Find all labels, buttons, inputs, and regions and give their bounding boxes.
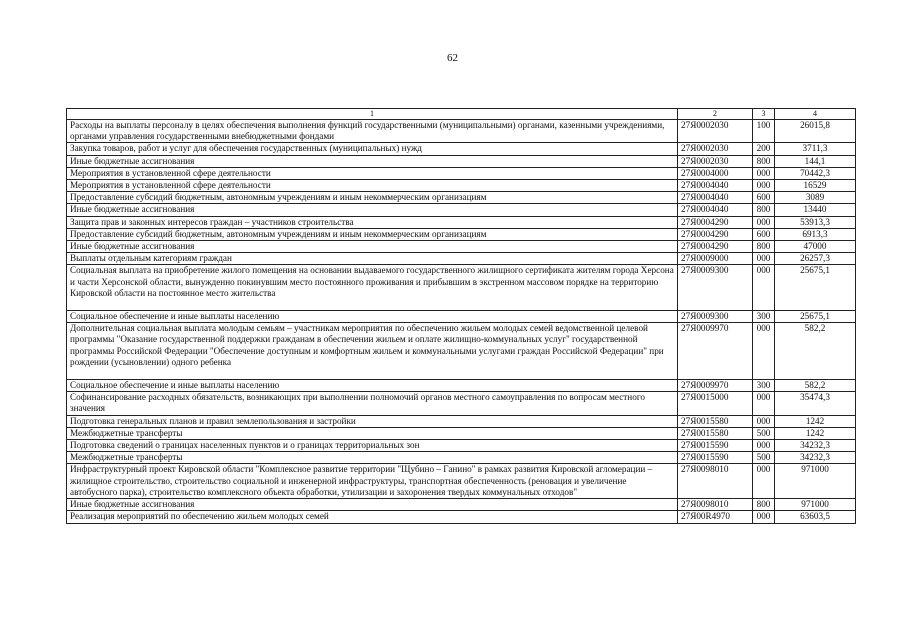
row-type-cell: 000 (753, 440, 775, 452)
row-code-cell: 27Я0009970 (678, 323, 753, 380)
row-type-cell: 000 (753, 253, 775, 265)
row-type-cell: 800 (753, 155, 775, 167)
row-type-cell: 600 (753, 192, 775, 204)
row-code-cell: 27Я0015580 (678, 427, 753, 439)
table-row (67, 427, 856, 439)
table-row (67, 311, 856, 323)
row-code-cell: 27Я0004000 (678, 167, 753, 179)
table-row (67, 120, 856, 143)
row-code-cell: 27Я0004290 (678, 241, 753, 253)
row-type-cell: 000 (753, 392, 775, 415)
row-amount-cell: 582,2 (775, 380, 856, 392)
table-row (67, 253, 856, 265)
table-row (67, 216, 856, 228)
row-type-cell: 300 (753, 311, 775, 323)
row-name-cell: Предоставление субсидий бюджетным, автономным учреждениям и иным некоммерческим организациям (67, 228, 678, 240)
row-name-cell: Социальное обеспечение и иные выплаты населению (67, 380, 678, 392)
table-row (67, 167, 856, 179)
row-amount-cell: 13440 (775, 204, 856, 216)
row-type-cell: 500 (753, 452, 775, 464)
row-code-cell: 27Я0004290 (678, 228, 753, 240)
row-amount-cell: 25675,1 (775, 265, 856, 311)
row-code-cell: 27Я0015000 (678, 392, 753, 415)
row-name-cell: Межбюджетные трансферты (67, 427, 678, 439)
row-name-cell: Подготовка генеральных планов и правил землепользования и застройки (67, 415, 678, 427)
header-cell-amount: 4 (775, 109, 856, 120)
row-code-cell: 27Я0009000 (678, 253, 753, 265)
table-row (67, 392, 856, 415)
row-amount-cell: 3711,3 (775, 143, 856, 155)
table-row (67, 323, 856, 380)
row-name-cell: Межбюджетные трансферты (67, 452, 678, 464)
row-code-cell: 27Я0009300 (678, 311, 753, 323)
row-name-cell: Иные бюджетные ассигнования (67, 241, 678, 253)
row-name-cell: Социальная выплата на приобретение жилого помещения на основании выдаваемого государственного жилищного сертификата жителям города Херсона и части Херсонской области, вынужденно покинувшим место постоянного проживания и прибывшим в экстренном массовом порядке на территорию Кировской области на постоянное место жительства (67, 265, 678, 311)
row-type-cell: 800 (753, 241, 775, 253)
row-amount-cell: 971000 (775, 499, 856, 511)
table-row (67, 511, 856, 523)
row-amount-cell: 25675,1 (775, 311, 856, 323)
table-row (67, 192, 856, 204)
row-amount-cell: 1242 (775, 427, 856, 439)
row-type-cell: 000 (753, 464, 775, 499)
row-code-cell: 27Я0004040 (678, 192, 753, 204)
row-type-cell: 000 (753, 265, 775, 311)
row-code-cell: 27Я0009970 (678, 380, 753, 392)
row-amount-cell: 6913,3 (775, 228, 856, 240)
row-amount-cell: 3089 (775, 192, 856, 204)
row-name-cell: Реализация мероприятий по обеспечению жильем молодых семей (67, 511, 678, 523)
table-row (67, 464, 856, 499)
header-cell-name: 1 (67, 109, 678, 120)
header-cell-code: 2 (678, 109, 753, 120)
row-code-cell: 27Я0015580 (678, 415, 753, 427)
row-code-cell: 27Я00R4970 (678, 511, 753, 523)
row-name-cell: Мероприятия в установленной сфере деятельности (67, 167, 678, 179)
row-type-cell: 800 (753, 499, 775, 511)
row-name-cell: Инфраструктурный проект Кировской области "Комплексное развитие территории "Щубино – Ганино" в рамках развития Кировской агломерации – жилищное строительство, строительство социальной и инженерной инфраструктуры, транспортная обеспеченность (реновация и увеличение автобусного парка), строительство комплексного объекта обработки, утилизации и захоронения твердых коммунальных отходов" (67, 464, 678, 499)
row-type-cell: 500 (753, 427, 775, 439)
row-name-cell: Дополнительная социальная выплата молодым семьям – участникам мероприятия по обеспечению жильем молодых семей ведомственной целевой программы "Оказание государственной поддержки гражданам в обеспечении жильем и оплате жилищно-коммунальных услуг" государственной программы Российской Федерации "Обеспечение доступным и комфортным жильем и коммунальными услугами граждан Российской Федерации" при рождении (усыновлении) одного ребенка (67, 323, 678, 380)
row-name-cell: Защита прав и законных интересов граждан – участников строительства (67, 216, 678, 228)
row-amount-cell: 582,2 (775, 323, 856, 380)
row-type-cell: 800 (753, 204, 775, 216)
row-type-cell: 300 (753, 380, 775, 392)
row-code-cell: 27Я0004040 (678, 180, 753, 192)
row-name-cell: Мероприятия в установленной сфере деятельности (67, 180, 678, 192)
row-type-cell: 100 (753, 120, 775, 143)
table-row (67, 440, 856, 452)
row-amount-cell: 63603,5 (775, 511, 856, 523)
row-name-cell: Софинансирование расходных обязательств, возникающих при выполнении полномочий органов местного самоуправления по вопросам местного значения (67, 392, 678, 415)
table-row (67, 452, 856, 464)
row-amount-cell: 26257,3 (775, 253, 856, 265)
row-name-cell: Социальное обеспечение и иные выплаты населению (67, 311, 678, 323)
row-type-cell: 000 (753, 167, 775, 179)
row-code-cell: 27Я0009300 (678, 265, 753, 311)
row-code-cell: 27Я0004290 (678, 216, 753, 228)
row-amount-cell: 34232,3 (775, 440, 856, 452)
row-amount-cell: 34232,3 (775, 452, 856, 464)
row-amount-cell: 35474,3 (775, 392, 856, 415)
table-row (67, 228, 856, 240)
row-name-cell: Предоставление субсидий бюджетным, автономным учреждениям и иным некоммерческим организациям (67, 192, 678, 204)
row-type-cell: 000 (753, 323, 775, 380)
row-amount-cell: 70442,3 (775, 167, 856, 179)
row-amount-cell: 53913,3 (775, 216, 856, 228)
header-cell-type: 3 (753, 109, 775, 120)
table-header-row (67, 109, 856, 120)
row-amount-cell: 26015,8 (775, 120, 856, 143)
row-name-cell: Иные бюджетные ассигнования (67, 499, 678, 511)
row-name-cell: Расходы на выплаты персоналу в целях обеспечения выполнения функций государственными (муниципальными) органами, казенными учреждениями, органами управления государственными внебюджетными фондами (67, 120, 678, 143)
row-amount-cell: 971000 (775, 464, 856, 499)
row-code-cell: 27Я0002030 (678, 143, 753, 155)
row-name-cell: Иные бюджетные ассигнования (67, 155, 678, 167)
row-code-cell: 27Я0004040 (678, 204, 753, 216)
table-row (67, 415, 856, 427)
page-number: 62 (447, 52, 458, 64)
row-name-cell: Подготовка сведений о границах населенных пунктов и о границах территориальных зон (67, 440, 678, 452)
row-code-cell: 27Я0098010 (678, 499, 753, 511)
budget-table (66, 108, 856, 524)
row-code-cell: 27Я0002030 (678, 120, 753, 143)
table-row (67, 155, 856, 167)
row-code-cell: 27Я0098010 (678, 464, 753, 499)
row-type-cell: 200 (753, 143, 775, 155)
row-amount-cell: 16529 (775, 180, 856, 192)
table-row (67, 143, 856, 155)
row-name-cell: Выплаты отдельным категориям граждан (67, 253, 678, 265)
row-type-cell: 600 (753, 228, 775, 240)
row-amount-cell: 47000 (775, 241, 856, 253)
table-row (67, 265, 856, 311)
row-type-cell: 000 (753, 216, 775, 228)
table-row (67, 380, 856, 392)
row-amount-cell: 1242 (775, 415, 856, 427)
row-type-cell: 000 (753, 511, 775, 523)
row-code-cell: 27Я0002030 (678, 155, 753, 167)
row-type-cell: 000 (753, 180, 775, 192)
table-row (67, 499, 856, 511)
table-row (67, 241, 856, 253)
row-code-cell: 27Я0015590 (678, 452, 753, 464)
row-code-cell: 27Я0015590 (678, 440, 753, 452)
row-type-cell: 000 (753, 415, 775, 427)
row-name-cell: Закупка товаров, работ и услуг для обеспечения государственных (муниципальных) нужд (67, 143, 678, 155)
row-amount-cell: 144,1 (775, 155, 856, 167)
row-name-cell: Иные бюджетные ассигнования (67, 204, 678, 216)
table-row (67, 204, 856, 216)
table-row (67, 180, 856, 192)
